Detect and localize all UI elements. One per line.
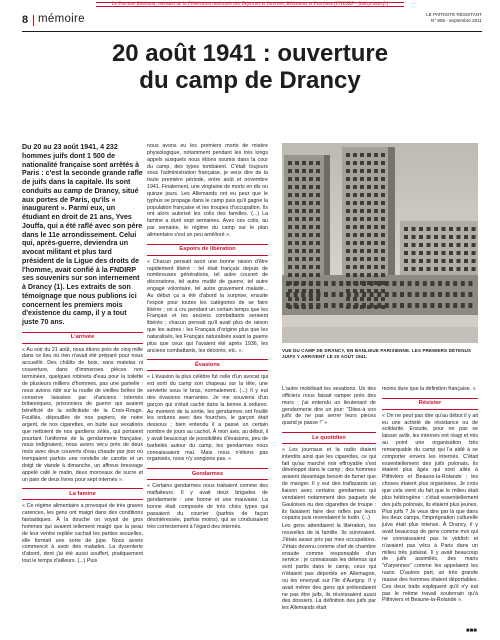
section-heading-arrivee: L'arrivée <box>22 332 143 344</box>
section-heading-famine: La famine <box>22 488 143 500</box>
paragraph: moins dure que la définition française. » <box>382 386 476 392</box>
paragraph: L'autre mobilisait les vexations. Un des officiers nous faisait ramper près des murs ; j'ai entendu un lieutenant de gendarmerie dire un jour: "Dites-à vos juifs de ne pas serrer leurs pieces quand je passe !" » <box>282 386 376 427</box>
paragraph: « Ce régime alimentaire a provoqué de très graves carences, les gens ont maigri dans des conditions fantastiques. À la douche on voyait de gros hommes qui avaient tellement maigri que la peau de leur ventre repliée cachait les parties sexuelles, elle formait une sorte de jupe. Nous avons commencé à avoir des malades. La dysenterie d'abord, dont j'ai été aussi souffert, pratiquement tout le temps d'ailleurs. (...) Puis <box>22 503 143 565</box>
building-illustration <box>282 143 478 343</box>
photo-caption: VUE DU CAMP DE DRANCY, EN BANLIEUE PARISIENNE. LES PREMIERS DÉTENUS JUIFS Y ARRIVENT LE 20 AOÛT 1941. <box>282 348 472 359</box>
paragraph: Les gens attendaient la libération, les nouvelles de la famille. Ils survivaient. J'étais assez pris par mes occupations. J'étais devenu comme chef de chambre ensuite comme responsable d'un service : je connaissais les détenus qui sont partis dans le camp, ceux qui n'étaient pas déportés en Allemagne, ou les envoyait sur l'île d'Aurigny. Il y avait même des gens qui prétendaient ne pas être juifs, ils réunissaient aussi des dossiers. La définition des juifs par les Allemands était <box>282 523 376 612</box>
paragraph: nous avons eu les premiers morts de misère physiologique, notamment pendant les très longs appels auxquels nous étions soumis dans la cour du camp, des types tombaient. C'était toujours sous l'administration française, je veux dire de la toute première période, entre août et novembre 1941. Finalement, une vingtaine de morts en dix ou quinze jours. Les Allemands ont eu peur que le typhus se propage dans le camp puis qu'il gagne la population française et les troupes d'occupation. Ils ont alors autorisé les colis des familles. (...) La famine a duré sept semaines. Avec ces colis, au par semaine, le régime du camp sur le plan alimentaire s'est un peu amélioré ». <box>147 143 268 238</box>
section-heading-gendarmes: Gendarmes <box>147 468 268 480</box>
column-1 <box>22 143 143 566</box>
page-number: 8 <box>22 14 29 26</box>
section-heading-liberation: Espoirs de libération <box>147 244 268 256</box>
page-header <box>22 12 482 32</box>
top-banner <box>0 0 500 8</box>
section-heading-quotidien: Le quotidien <box>282 432 376 444</box>
section-heading-evasions: Évasions <box>147 359 268 371</box>
rubric-label: mémoire <box>38 13 85 25</box>
title-line-2: du camp de Drancy <box>139 67 361 94</box>
issue-number: N° 856 - septembre 2011 <box>430 18 482 23</box>
issue-info <box>426 12 482 24</box>
drancy-camp-photo <box>282 143 478 343</box>
column-3 <box>282 386 376 613</box>
paragraph: « Chacun pensait avoir une bonne raison d'être rapidement libéré : tel était français depuis de nombreuses générations, tel autre couvert de décorations, tel autre mutilé de guerre, tel autre engagé volontaire, tel autre gravement malade... Au début ça a été d'abord la surprise, ensuite l'espoir pour toutes les catégories de se faire libérer ; on a cru pendant un certain temps que les Français et les anciens combattants seraient libérés ; chacun pensait qu'il avait plus de raison que les autres : les Français d'origine plus que les naturalisés, les Français naturalisés avant la guerre plus que ceux qui l'avaient été après 1936, les anciens combattants, les décorés, etc. ». <box>147 258 269 354</box>
article-title <box>60 40 440 94</box>
title-line-1: 20 août 1941 : ouverture <box>111 40 389 67</box>
end-of-article-mark: ■■■ <box>466 628 477 634</box>
paragraph: « Certains gendarmes nous traitaient comme des malfaiteurs. Il y avait deux brigades de gendarmerie : une bonne et une mauvaise. La bonne était composée de très chics types qui passaient du courrier (parfois de façon désintéressée, parfois moins), qui se conduisaient très correctement à l'égard des internés. <box>147 483 268 531</box>
paragraph: « L'évasion la plus célèbre fut celle d'un avocat qui est sorti du camp son chapeau sur la tête, une serviette sous le bras, normalement. (...) Il y eut des évasions marrantes. Je me souviens d'un garçon qui s'était caché dans la benne à ordures. Au moment de la sortie, les gendarmes ont fouillé les ordures avec des fourches, le garçon était dessous ; bien entendu il a passé un certain nombre de jours au cachot. À mon avis, au début, il y avait beaucoup de possibilités d'évasions, peu de barbelés autour du camp, les gendarmes nous connaissaient mal. Mais nous n'étions pas organisés, nous n'y songions pas. » <box>147 374 268 463</box>
journal-name: LE PATRIOTE RÉSISTANT <box>426 12 482 17</box>
banner-rule <box>96 2 404 7</box>
header-separator <box>33 15 34 26</box>
article-lead: Du 20 au 23 août 1941, 4 232 hommes juifs dont 1 500 de nationalité française sont arrêtés à Paris : c'est la seconde grande rafle de juifs dans la capitale. Ils sont conduits au camp de Drancy, situé aux portes de Paris, qu'ils « inaugurent ». Parmi eux, un étudiant en droit de 21 ans, Yves Jouffa, qui a été raflé avec son père dans le 11e arrondissement. Celui qui, après-guerre, deviendra un avocat militant et plus tard président de la Ligue des droits de l'homme, avait confié à la FNDIRP ses souvenirs sur son internement à Drancy (1). Les extraits de son témoignage que nous publions ici concernent les premiers mois d'existence du camp, il y a tout juste 70 ans. <box>22 143 143 326</box>
banner-text: Le Patriote Résistant, mensuel de la Fédération nationale des Déportés et Internés, Résistants et Patriotes (FNDIRP - fndirp.asso.fr) <box>111 1 389 7</box>
paragraph: « Au soir du 21 août, nous étions près de cinq mille dans ce lieu où rien n'avait été préparé pour nous accueillir. Des châlits de bois, sans matelas ni couverture, dans d'immenses pièces non terminées, quelques robinets d'eau pour la toilette de plusieurs milliers d'hommes, pas une gamelle : nous avions ridé sur la rouille de vieilles boîtes de conserve laissées par d'anciens internés britanniques, prisonniers de guerre qui avaient bénéficié de la sollicitude de la Croix-Rouge. Fouillés, dépouillés de nos papiers, de notre argent, de nos cigarettes, en butte aux vexations que nettoient de nos gardiens zélés, qui portaient pourtant l'uniforme de la gendarmerie française, nous indignaient, nous avons vécu près de deux mois avec deux couverts d'eau chaude par jour où trempaient parfois une rondelle de carotte et un doigt de viande à dimanche, un affreux breuvage appelé café le matin, deux morceaux de sucre et un pain de deux livres pour sept internés ». <box>22 346 143 483</box>
paragraph: « On ne peut pas dire qu'au début il y ait eu une activité de résistance ou de solidarité. Ensuite, pour ne pas se laisser avilir, les internés ont réagi et mis au point une organisation très remarquable du camp qui l'a aidé à se comporter envers les internés. C'était essentiellement des juifs polonais, ils étaient plus âgés qui sont allés à Pithiviers et Beaune-la-Rolande ; les choses étaient plus organisées. Je crois que cela vient du fait que le milieu était plus hétérogène : c'était essentiellement des juifs polonais, ils étaient plus jeunes. Plus juifs ? Je veux dire par là que dans les deux camps, l'imprégnation culturelle juive était plus intense. À Drancy, il y avait beaucoup de gens comme moi qui ne connaissaient pas le yiddish et n'avaient pas vécu à Paris dans un milieu très judaïsé. Il y avait beaucoup de juifs assimilés, des maris "d'aryennes" comme les appelaient les nazis. D'autres part, un très grande masse des hommes étaient déportables. Ces deux traits expliquent qu'il n'y eut pas le même travail souterrain qu'à Pithiviers et Beaune-la-Rolande ». <box>382 412 478 604</box>
paragraph: « Les journaux et la radio étaient interdits ainsi que les cigarettes, ce qui fait qu'au marché noir effroyable s'est développé dans le camp ; des hommes avaient davantage besoin de fumer que de manger. Il y eut des trafiquants un liaison avec certains gendarmes qui vendaient notamment des paquets de Gauloises ou des cigarettes de troupe : ils faisaient faire des rafles par leurs copains puis revendaient le butin. (...) <box>282 446 376 522</box>
column-4 <box>382 386 478 605</box>
section-heading-resister: Résister <box>382 398 478 410</box>
column-2 <box>147 143 268 532</box>
